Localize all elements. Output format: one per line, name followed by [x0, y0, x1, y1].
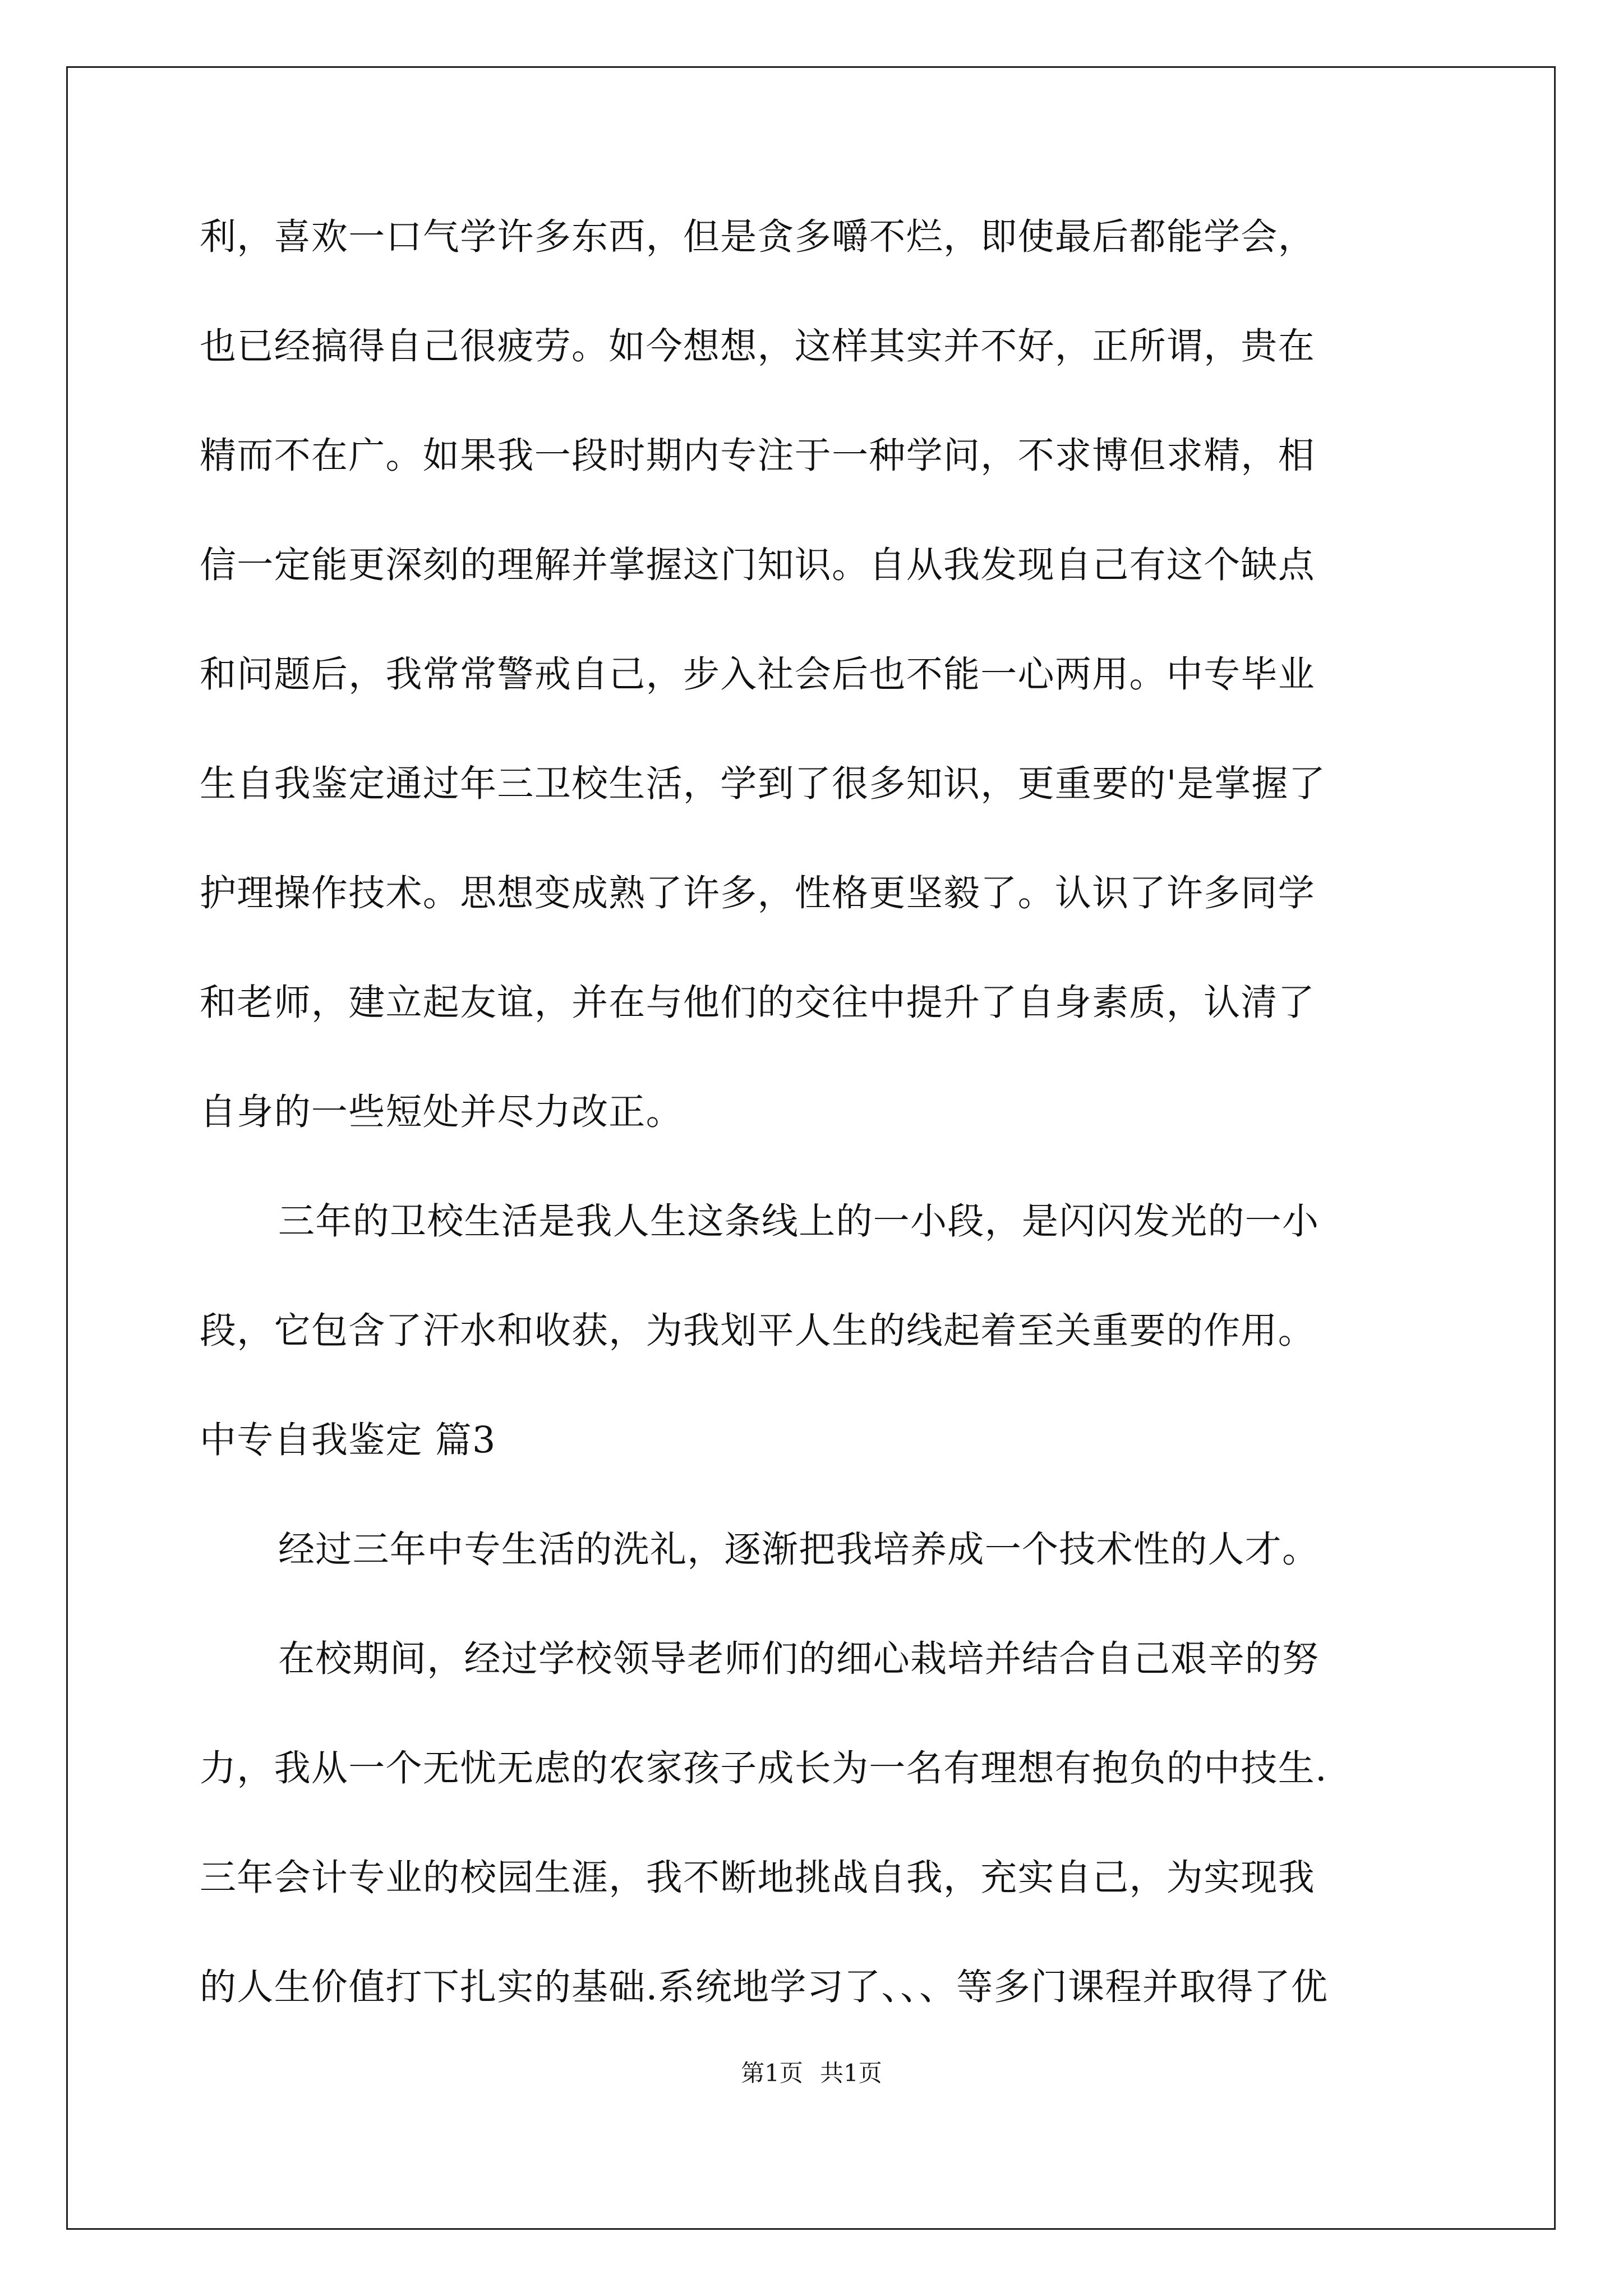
section-heading: 中专自我鉴定 篇3 — [200, 1419, 496, 1461]
text-line: 精而不在广。如果我一段时期内专注于一种学问，不求博但求精，相 — [200, 435, 1316, 477]
text-line: 段，它包含了汗水和收获，为我划平人生的线起着至关重要的作用。 — [200, 1310, 1316, 1352]
text-line: 信一定能更深刻的理解并掌握这门知识。自从我发现自己有这个缺点 — [200, 544, 1316, 586]
text-line: 也已经搞得自己很疲劳。如今想想，这样其实并不好，正所谓，贵在 — [200, 325, 1316, 367]
paragraph-start-line: 在校期间，经过学校领导老师们的细心栽培并结合自己艰辛的努 — [278, 1638, 1320, 1680]
text-line: 利，喜欢一口气学许多东西，但是贪多嚼不烂，即使最后都能学会， — [200, 216, 1316, 258]
text-line: 力，我从一个无忧无虑的农家孩子成长为一名有理想有抱负的中技生. — [200, 1747, 1327, 1789]
text-line: 的人生价值打下扎实的基础.系统地学习了、、、等多门课程并取得了优 — [200, 1966, 1329, 2008]
page-number-footer: 第1页 共1页 — [741, 2059, 882, 2087]
paragraph-start-line: 三年的卫校生活是我人生这条线上的一小段，是闪闪发光的一小 — [278, 1200, 1320, 1243]
text-line: 自身的一些短处并尽力改正。 — [200, 1091, 683, 1133]
text-line: 三年会计专业的校园生涯，我不断地挑战自我，充实自己，为实现我 — [200, 1857, 1316, 1899]
text-line: 护理操作技术。思想变成熟了许多，性格更坚毅了。认识了许多同学 — [200, 872, 1316, 914]
paragraph-start-line: 经过三年中专生活的洗礼，逐渐把我培养成一个技术性的人才。 — [278, 1529, 1320, 1571]
text-line: 和老师，建立起友谊，并在与他们的交往中提升了自身素质，认清了 — [200, 982, 1316, 1024]
text-line: 生自我鉴定通过年三卫校生活，学到了很多知识，更重要的'是掌握了 — [200, 763, 1326, 805]
page-border — [66, 66, 1556, 2230]
text-line: 和问题后，我常常警戒自己，步入社会后也不能一心两用。中专毕业 — [200, 654, 1316, 696]
